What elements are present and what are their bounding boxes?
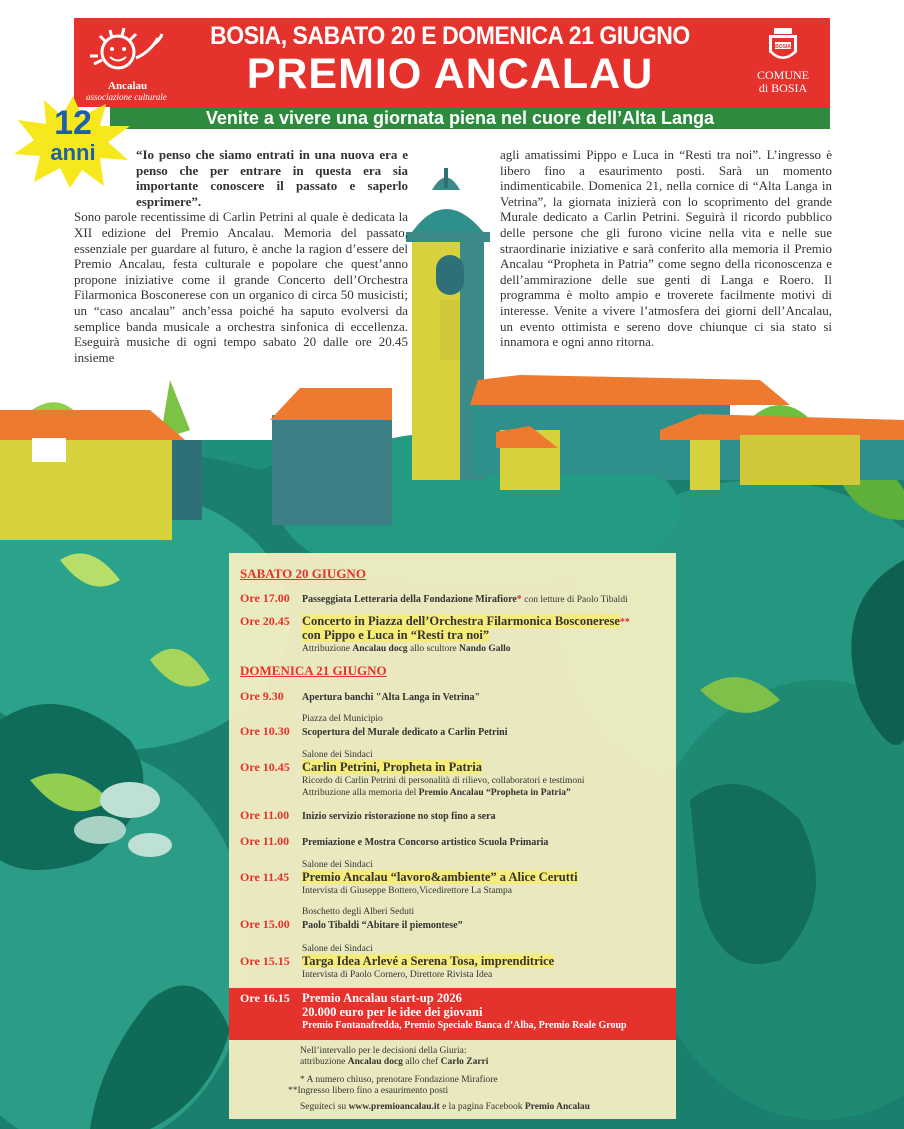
event-title: Targa Idea Arlevé a Serena Tosa, imprenditrice — [302, 954, 555, 968]
event-note: Intervista di Giuseppe Bottero,Vicedirettore La Stampa — [302, 886, 512, 896]
program-item — [240, 943, 670, 981]
comune-bosia — [745, 28, 821, 95]
follow-us — [300, 1102, 670, 1113]
follow-text: Seguiteci su — [300, 1102, 347, 1112]
article-column-2: agli amatissimi Pippo e Luca in “Resti tra noi”. L’ingresso è libero fino a esaurimento posti. Sarà un momento indimenticabile. Domenica 21, nella cornice di “Alta Langa in Vetrina”, la giornata inizierà con lo scoprimento del grande Murale dedicato a Carlin Petrini. Seguirà il ricordo pubblico delle persone che gli furono vicine nella vita e nelle sue straordinarie iniziative e sarà conferito alla memoria il Premio Ancalau “Propheta in Patria” come segno della riconoscenza e dell’ammirazione delle sue genti di Langa e Roero. Il programma è molto ampio e troverete facilmente motivi di interesse. Venite a vivere l’atmosfera dei giorni dell’Ancalau, un evento ottimista e sereno dove chiunque ci sia stato si innamora e ogni anno ritorna. — [500, 147, 832, 350]
event-time: Ore 15.00 — [240, 917, 290, 931]
logo-subtitle: associazione culturale — [86, 92, 167, 102]
event-time: Ore 20.45 — [240, 614, 290, 628]
logo-name: Ancalau — [108, 80, 148, 92]
article-text-1: Sono parole recentissime di Carlin Petrini al quale è dedicata la XII edizione del Premio Ancalau. Memoria del passato, essenziale per guardare al futuro, è anche la ragion d’essere del Premio Ancalau, festa culturale e popolare che quest’anno propone iniziative come il grande Concerto dell’Orchestra Filarmonica Bosconerese con un organico di circa 50 musicisti; un “caso ancalau” anch’essa poiché ha saputo evolversi da semplice banda musicale a orchestra sinfonica di eccellenza. Eseguirà musiche di ogni tempo sabato 20 dalle ore 20.45 insieme — [74, 209, 408, 365]
follow-text-2: e la pagina Facebook — [442, 1102, 523, 1112]
day-heading-sunday: DOMENICA 21 GIUGNO — [240, 663, 387, 678]
event-title: Premiazione e Mostra Concorso artistico Scuola Primaria — [302, 837, 549, 848]
event-time: Ore 11.00 — [240, 808, 290, 822]
event-note: Attribuzione — [302, 644, 351, 654]
event-title: Carlin Petrini, Propheta in Patria — [302, 760, 482, 774]
jury-note-line1: Nell’intervallo per le decisioni della Giuria: — [300, 1046, 467, 1056]
facebook-page-link[interactable]: Premio Ancalau — [524, 1102, 590, 1112]
event-note-2: Attribuzione alla memoria del — [302, 788, 417, 798]
event-tagline: Venite a vivere una giornata piena nel cuore dell’Alta Langa — [205, 108, 715, 128]
program-item — [240, 713, 670, 739]
event-title: Inizio servizio ristorazione no stop fino a sera — [302, 811, 496, 822]
event-time: Ore 10.30 — [240, 724, 290, 738]
article-quote: “Io penso che siamo entrati in una nuova era e penso che per entrare in questa era sia importante conoscere il passato e saperlo esprimere”. — [136, 147, 408, 209]
event-time: Ore 10.45 — [240, 760, 290, 774]
footnote-2 — [288, 1086, 658, 1097]
footnote-1 — [300, 1075, 670, 1086]
event-title: Apertura banchi "Alta Langa in Vetrina" — [302, 692, 481, 703]
event-place: Salone dei Sindaci — [302, 944, 373, 954]
event-title: Scopertura del Murale dedicato a Carlin Petrini — [302, 727, 508, 738]
event-title: Paolo Tibaldi “Abitare il piemontese” — [302, 920, 463, 931]
jury-note-chef: Carlo Zarri — [440, 1057, 489, 1067]
program-item — [240, 592, 670, 606]
event-place: Piazza del Municipio — [302, 714, 383, 724]
event-place: Salone dei Sindaci — [302, 860, 373, 870]
program-item — [240, 809, 670, 823]
day-heading-saturday: SABATO 20 GIUGNO — [240, 566, 366, 581]
asterisk-mark: * — [300, 1075, 305, 1085]
event-sponsors: Premio Fontanafredda, Premio Speciale Banca d’Alba, Premio Reale Group — [302, 1020, 627, 1031]
event-title-line2: 20.000 euro per le idee dei giovani — [302, 1005, 483, 1019]
asterisk-mark: ** — [288, 1086, 298, 1096]
asterisk-mark: * — [516, 594, 522, 605]
event-note-to: allo scultore — [409, 644, 457, 654]
event-title: Passeggiata Letteraria della Fondazione Mirafiore — [302, 594, 517, 605]
anniversary-label: anni — [50, 140, 96, 165]
event-title-line2: con Pippo e Luca in “Resti tra noi” — [302, 628, 490, 642]
event-time: Ore 9.30 — [240, 689, 284, 703]
event-place: Salone dei Sindaci — [302, 750, 373, 760]
jury-note-to: allo chef — [405, 1057, 439, 1067]
crest-label: BOSIA — [775, 44, 791, 50]
jury-note-attr: attribuzione — [300, 1057, 346, 1067]
footnote-text: Ingresso libero fino a esaurimento posti — [297, 1086, 449, 1096]
jury-note — [300, 1046, 670, 1068]
asterisk-mark: ** — [619, 617, 630, 628]
comune-label: COMUNE — [756, 68, 809, 82]
anniversary-number: 12 — [54, 104, 92, 142]
footnote-text: A numero chiuso, prenotare Fondazione Mirafiore — [306, 1075, 498, 1085]
program-item — [240, 835, 670, 849]
event-title: PREMIO ANCALAU — [246, 50, 654, 98]
event-time: Ore 11.45 — [240, 870, 290, 884]
program-item — [240, 749, 670, 799]
event-dates: BOSIA, SABATO 20 E DOMENICA 21 GIUGNO — [210, 22, 690, 50]
event-time: Ore 15.15 — [240, 954, 290, 968]
jury-note-award: Ancalau docg — [347, 1057, 403, 1067]
bosia-crest-icon — [766, 28, 800, 66]
event-time: Ore 17.00 — [240, 591, 290, 605]
comune-name: di BOSIA — [758, 81, 808, 95]
article-column-1 — [74, 147, 408, 365]
event-note: Intervista di Paolo Cornero, Direttore Rivista Idea — [302, 970, 493, 980]
event-note: con letture di Paolo Tibaldi — [524, 595, 628, 605]
program-item — [240, 906, 670, 932]
event-place: Boschetto degli Alberi Seduti — [302, 907, 415, 917]
event-title: Premio Ancalau “lavoro&ambiente” a Alice Cerutti — [302, 870, 578, 884]
program-item — [240, 690, 670, 704]
event-note-name: Nando Gallo — [459, 644, 511, 654]
event-time: Ore 16.15 — [240, 991, 290, 1005]
website-link[interactable]: www.premioancalau.it — [348, 1102, 440, 1112]
event-note-award: Premio Ancalau “Propheta in Patria” — [418, 788, 571, 798]
event-time: Ore 11.00 — [240, 834, 290, 848]
event-note-award: Ancalau docg — [352, 644, 408, 654]
event-title: Premio Ancalau start-up 2026 — [302, 991, 462, 1005]
program-item — [240, 615, 670, 655]
event-note: Ricordo di Carlin Petrini di personalità di rilievo, collaboratori e testimoni — [302, 776, 585, 786]
program-item-startup — [240, 992, 670, 1032]
event-title: Concerto in Piazza dell’Orchestra Filarmonica Bosconerese — [302, 614, 620, 628]
program-item — [240, 859, 670, 897]
